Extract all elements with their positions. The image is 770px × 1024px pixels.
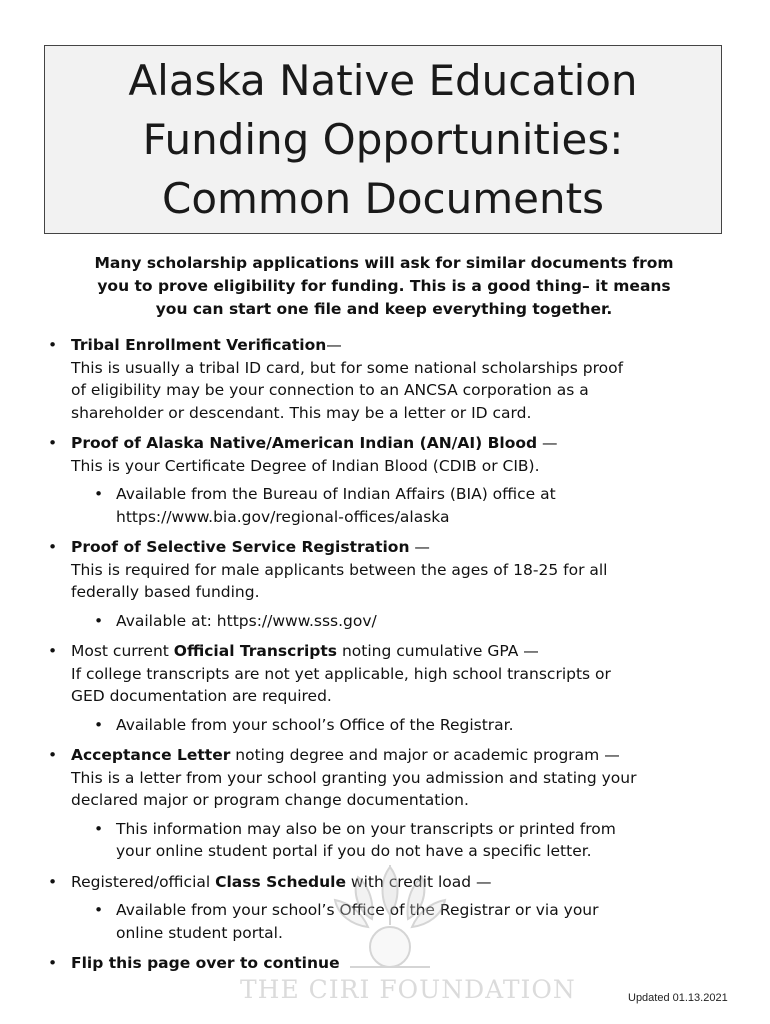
document-list (44, 334, 734, 983)
title-line-1: Alaska Native Education (128, 56, 638, 105)
sss-link[interactable]: Available at: https://www.sss.gov/ (116, 611, 377, 630)
bullet-icon: • (48, 336, 58, 354)
list-item-flip-page (44, 952, 734, 975)
item-heading: Proof of Alaska Native/American Indian (AN/AI) Blood (71, 434, 538, 452)
item-line: This is usually a tribal ID card, but for some national scholarships proof (71, 358, 624, 377)
sub-line: online student portal. (116, 923, 283, 942)
sub-line: your online student portal if you do not have a specific letter. (116, 842, 592, 860)
list-item-selective-service (44, 536, 734, 604)
updated-date: Updated 01.13.2021 (628, 992, 728, 1004)
list-item-blood-proof (44, 432, 734, 477)
item-suffix: — (537, 434, 558, 452)
sub-item-portal-info (44, 818, 734, 863)
item-heading: Flip this page over to continue (71, 954, 340, 972)
intro-line: you can start one file and keep everything together. (155, 300, 613, 318)
title-line-2: Funding Opportunities: (142, 115, 624, 164)
item-heading: Class Schedule (215, 872, 346, 891)
item-suffix: noting cumulative GPA — (337, 642, 539, 660)
bullet-icon: • (94, 715, 104, 734)
intro-line: Many scholarship applications will ask for similar documents from (94, 254, 674, 272)
item-prefix: Most current (71, 642, 174, 660)
item-line: of eligibility may be your connection to an ANCSA corporation as a (71, 381, 589, 399)
bullet-icon: • (48, 434, 58, 452)
bullet-icon: • (94, 611, 104, 630)
sub-line: Available from your school’s Office of the Registrar. (116, 715, 514, 734)
sub-item-registrar (44, 714, 734, 737)
sub-line: This information may also be on your transcripts or printed from (116, 819, 616, 838)
item-heading: Tribal Enrollment Verification (71, 336, 327, 354)
item-suffix: — (326, 336, 342, 354)
item-prefix: Registered/official (71, 872, 216, 891)
sub-item-bia (44, 483, 734, 528)
bullet-icon: • (48, 954, 58, 972)
item-line: If college transcripts are not yet applicable, high school transcripts or (71, 664, 611, 683)
bullet-icon: • (94, 819, 104, 838)
item-line: This is your Certificate Degree of Indian Blood (CDIB or CIB). (71, 456, 540, 475)
list-item-acceptance-letter (44, 744, 734, 812)
item-suffix: with credit load — (345, 872, 492, 891)
bullet-icon: • (48, 642, 58, 660)
sub-item-sss (44, 610, 734, 633)
item-heading: Acceptance Letter (71, 746, 231, 764)
item-line: GED documentation are required. (71, 687, 332, 705)
item-line: federally based funding. (71, 583, 260, 601)
item-heading: Official Transcripts (173, 642, 338, 660)
title-box (44, 45, 722, 234)
bullet-icon: • (48, 746, 58, 764)
item-suffix: noting degree and major or academic program — (230, 746, 620, 764)
bullet-icon: • (48, 872, 58, 891)
title-line-3: Common Documents (162, 174, 604, 223)
list-item-transcripts (44, 640, 734, 708)
bullet-icon: • (94, 485, 104, 503)
item-line: This is a letter from your school granting you admission and stating your (71, 768, 637, 787)
item-line: declared major or program change documentation. (71, 791, 469, 809)
sub-item-schedule (44, 899, 734, 944)
bullet-icon: • (94, 901, 104, 919)
bia-link[interactable]: https://www.bia.gov/regional-offices/alaska (116, 507, 450, 526)
item-line: shareholder or descendant. This may be a letter or ID card. (71, 403, 532, 422)
list-item-tribal-enrollment (44, 334, 734, 424)
bullet-icon: • (48, 538, 58, 556)
sub-line: Available from your school’s Office of the Registrar or via your (116, 901, 599, 919)
intro-line: you to prove eligibility for funding. This is a good thing– it means (97, 277, 671, 295)
item-suffix: — (409, 538, 430, 556)
item-line: This is required for male applicants between the ages of 18-25 for all (71, 560, 608, 579)
watermark-text: THE CIRI FOUNDATION (240, 975, 576, 1004)
list-item-class-schedule (44, 871, 734, 894)
item-heading: Proof of Selective Service Registration (71, 538, 410, 556)
intro-paragraph (44, 252, 724, 321)
sub-line: Available from the Bureau of Indian Affairs (BIA) office at (116, 485, 556, 503)
